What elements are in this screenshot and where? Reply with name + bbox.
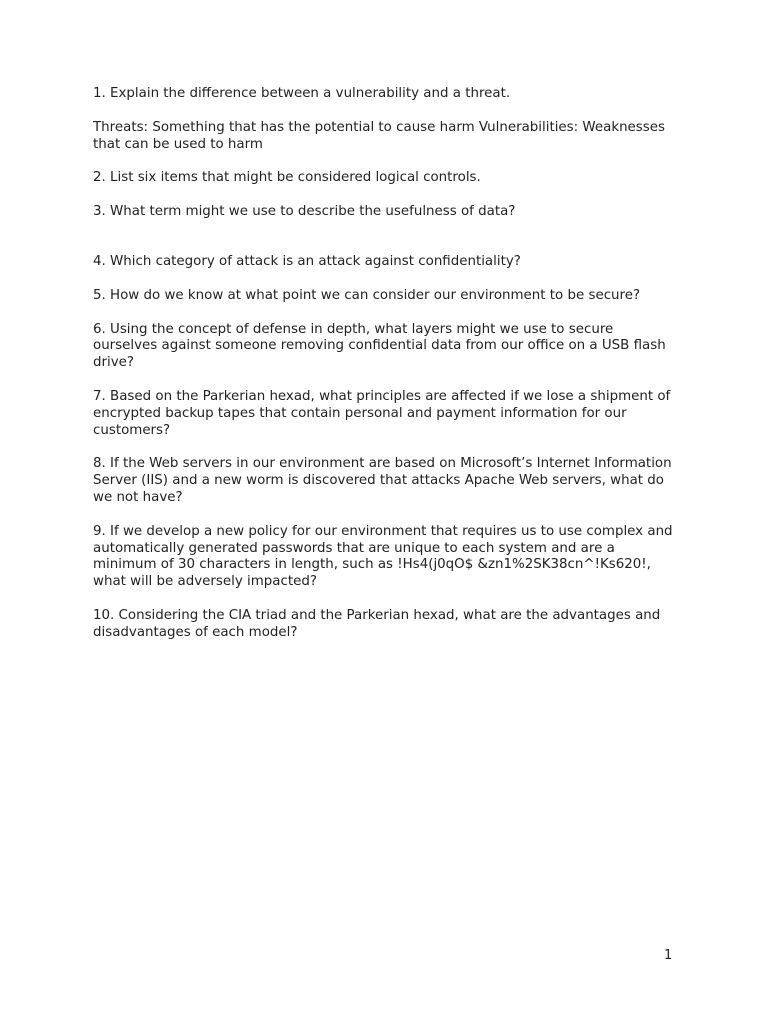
question-5: 5. How do we know at what point we can consider our environment to be secure? [93,287,641,303]
question-3: 3. What term might we use to describe the usefulness of data? [93,204,516,220]
answer-1: Threats: Something that has the potential to cause harm Vulnerabilities: Weaknesses that can be used to harm [93,119,665,152]
question-10: 10. Considering the CIA triad and the Parkerian hexad, what are the advantages and disadvantages of each model? [93,607,661,640]
question-6: 6. Using the concept of defense in depth, what layers might we use to secure ourselves against someone removing confidential data from our office on a USB flash drive? [93,321,666,371]
question-1: 1. Explain the difference between a vulnerability and a threat. [93,86,511,101]
question-9: 9. If we develop a new policy for our environment that requires us to use complex and automatically generated passwords that are unique to each system and are a minimum of 30 characters in length, such as !Hs4(j0qO$ &zn1%2SK38cn^!Ks620!, what will be adversely impacted? [93,523,673,590]
question-4: 4. Which category of attack is an attack against confidentiality? [93,253,521,269]
question-7: 7. Based on the Parkerian hexad, what principles are affected if we lose a shipment of encrypted backup tapes that contain personal and payment information for our customers? [93,388,671,438]
question-8: 8. If the Web servers in our environment are based on Microsoft’s Internet Information Server (IIS) and a new worm is discovered that attacks Apache Web servers, what do we not have? [93,456,672,505]
question-2: 2. List six items that might be considered logical controls. [93,170,481,186]
page-number: 1 [664,948,673,963]
document-body [93,86,678,659]
